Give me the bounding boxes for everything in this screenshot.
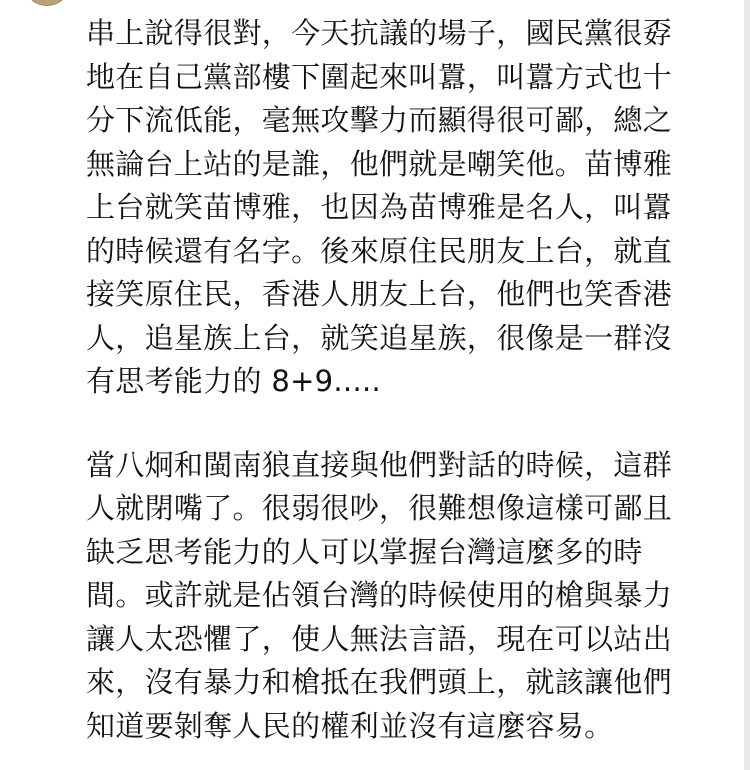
post-line: 的時候還有名字。後來原住民朋友上台，就直 xyxy=(86,233,673,268)
post-line: 當八炯和閩南狼直接與他們對話的時候，這群 xyxy=(86,447,673,482)
post-line: 讓人太恐懼了，使人無法言語，現在可以站出 xyxy=(86,621,673,656)
post-line: 人，追星族上台，就笑追星族，很像是一群沒 xyxy=(86,320,673,355)
post-line: 上台就笑苗博雅，也因為苗博雅是名人，叫囂 xyxy=(86,190,673,224)
post-line: 缺乏思考能力的人可以掌握台灣這麼多的時 xyxy=(86,534,643,569)
post-line: 分下流低能，毫無攻擊力而顯得很可鄙，總之 xyxy=(86,103,673,137)
post-line: 串上說得很對，今天抗議的場子，國民黨很孬 xyxy=(86,16,673,50)
avatar[interactable] xyxy=(28,0,66,6)
post-line: 地在自己黨部樓下圍起來叫囂，叫囂方式也十 xyxy=(86,59,673,94)
scrollbar-track[interactable] xyxy=(744,0,750,770)
post-line: 來，沒有暴力和槍抵在我們頭上，就該讓他們 xyxy=(86,665,673,699)
post-line: 接笑原住民，香港人朋友上台，他們也笑香港 xyxy=(86,277,673,311)
post-line: 有思考能力的 8+9..... xyxy=(86,364,382,398)
post-body xyxy=(86,12,698,748)
post-line: 知道要剝奪人民的權利並沒有這麼容易。 xyxy=(86,708,614,743)
post-paragraph-2 xyxy=(86,444,698,749)
post-line: 間。或許就是佔領台灣的時候使用的槍與暴力 xyxy=(86,578,673,612)
post-line: 人就閉嘴了。很弱很吵，很難想像這樣可鄙且 xyxy=(86,491,673,525)
post-paragraph-1 xyxy=(86,12,698,404)
post-line: 無論台上站的是誰，他們就是嘲笑他。苗博雅 xyxy=(86,146,673,181)
